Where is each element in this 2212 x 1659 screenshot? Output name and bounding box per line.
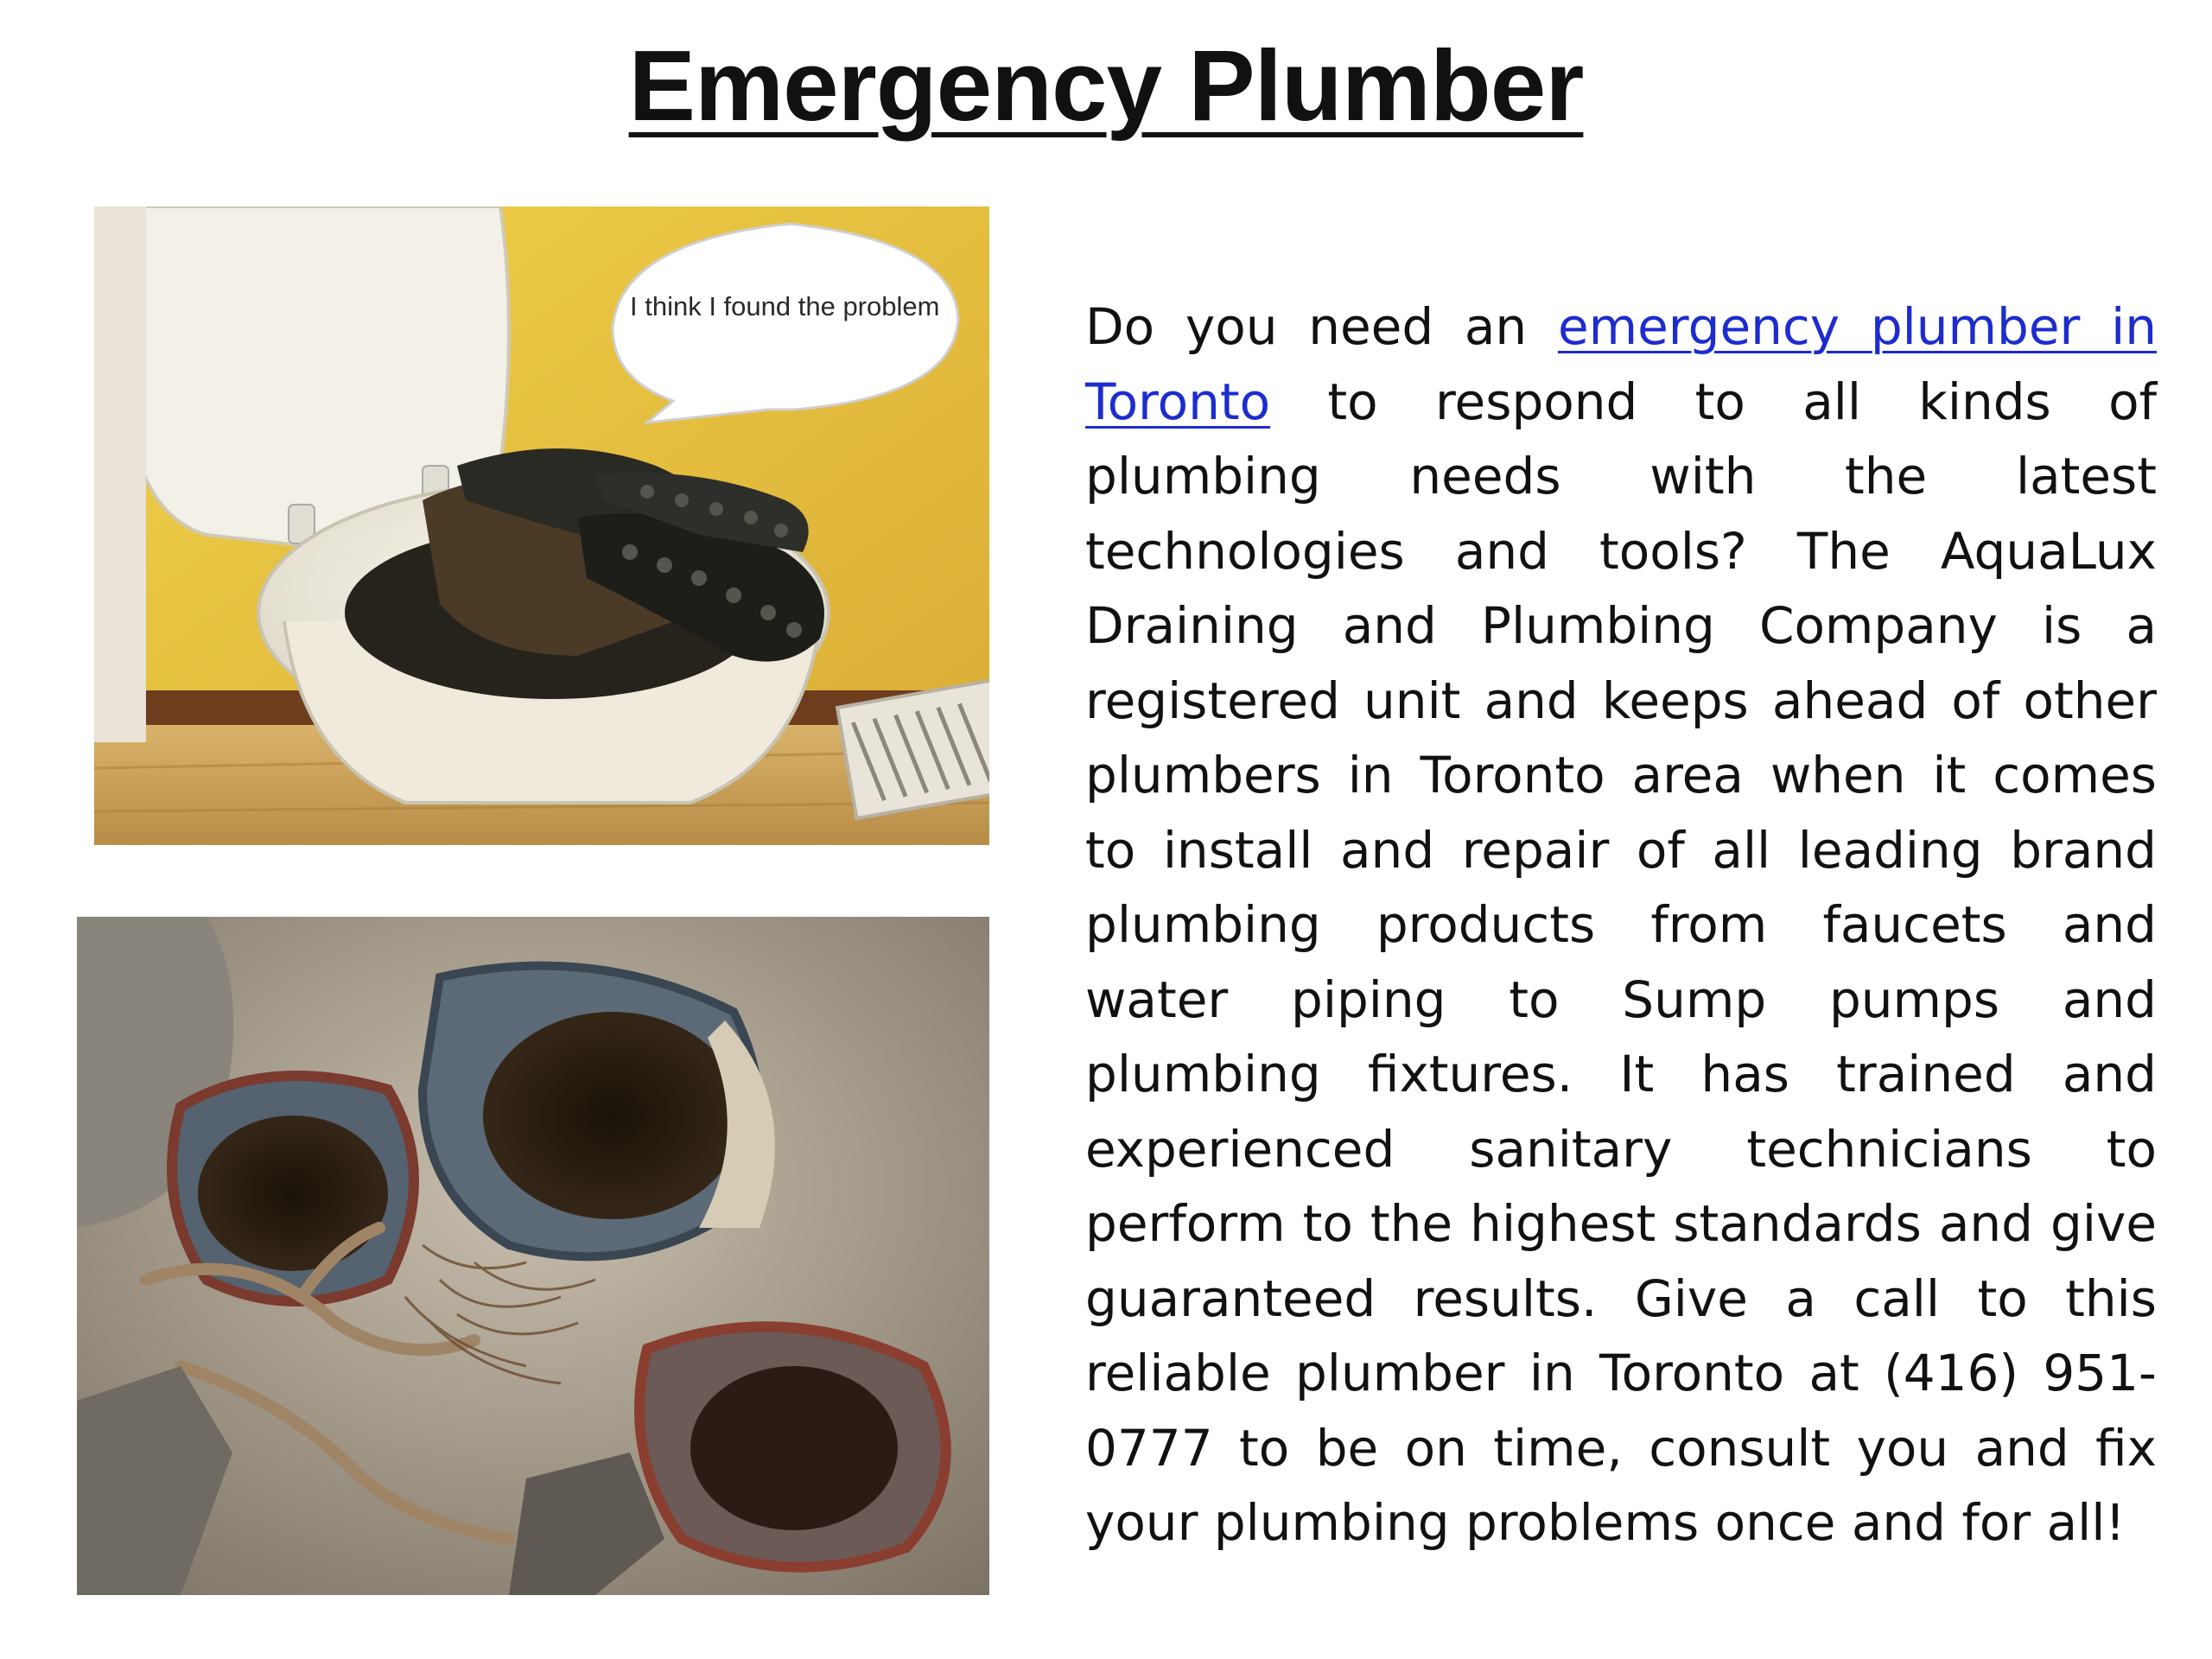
- emergency-plumber-link[interactable]: emergency plumber in Toronto: [1085, 297, 2157, 431]
- broken-pipes-photo: [77, 917, 989, 1595]
- body-text: to respond to all kinds of plumbing needs with the latest technologies and tools? The AquaLux Draining and Plumbing Company is a registered unit and keeps ahead of other plumbers in Toronto area when it comes to install and repair of all leading brand plumbing products from faucets and water piping to Sump pumps and plumbing fixtures. It has trained and experienced sanitary technicians to perform to the highest standards and give guaranteed results. Give a call to this reliable plumber in Toronto at (416) 951-0777 to be on time, consult you and fix your plumbing problems once and for all!: [1085, 372, 2157, 1552]
- broken-pipes-illustration: [77, 917, 989, 1595]
- toilet-boots-photo: [94, 207, 989, 845]
- speech-bubble-text: I think I found the problem: [630, 291, 940, 321]
- description-paragraph: [1085, 289, 2157, 1560]
- slide-title: [0, 26, 2212, 146]
- slide-title-text: Emergency Plumber: [628, 29, 1584, 142]
- intro-text: Do you need an: [1085, 297, 1558, 356]
